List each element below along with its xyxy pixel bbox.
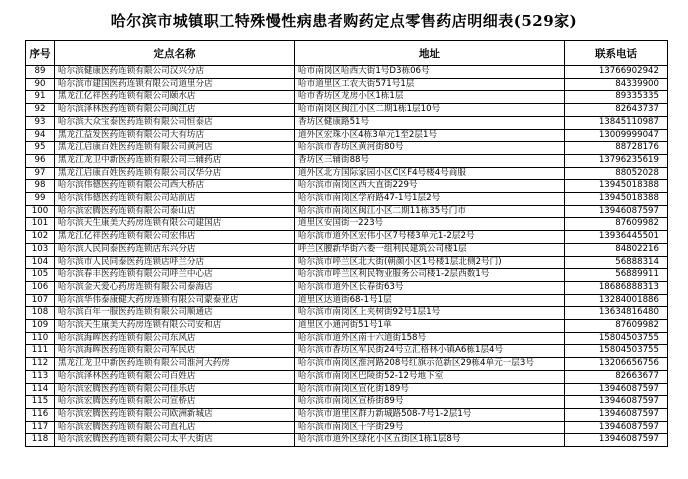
cell-phone: 15804503755 — [565, 345, 668, 358]
cell-name: 哈尔滨华伟泰康健大药房连锁有限公司蒙泰亚店 — [55, 294, 295, 307]
cell-name: 哈尔滨百年一服医药连锁有限公司顺通店 — [55, 307, 295, 320]
cell-address: 哈尔滨市道里区群力新城路508-7号1-2层1号 — [295, 408, 565, 421]
table-row — [26, 231, 668, 244]
cell-no: 100 — [26, 205, 55, 218]
table-row — [26, 193, 668, 206]
cell-phone: 13845110987 — [565, 116, 668, 129]
table-row — [26, 281, 668, 294]
cell-no: 114 — [26, 383, 55, 396]
cell-no: 104 — [26, 256, 55, 269]
cell-address: 哈尔滨市道外区绿化小区五街区1栋1层8号 — [295, 434, 565, 447]
cell-phone: 13936445501 — [565, 231, 668, 244]
cell-name: 哈尔滨伟德医药连锁有限公司站前店 — [55, 193, 295, 206]
cell-phone: 13946087597 — [565, 396, 668, 409]
table-row — [26, 320, 668, 333]
cell-no: 103 — [26, 243, 55, 256]
table-row — [26, 256, 668, 269]
table-row — [26, 243, 668, 256]
table-row — [26, 78, 668, 91]
cell-name: 哈尔滨春丰医药连锁有限公司呼兰中心店 — [55, 269, 295, 282]
header-phone: 联系电话 — [565, 41, 668, 66]
table-row — [26, 383, 668, 396]
pharmacy-table — [25, 40, 668, 447]
cell-address: 哈尔滨市南岗区宣化街189号 — [295, 383, 565, 396]
cell-no: 110 — [26, 332, 55, 345]
cell-phone: 13284001886 — [565, 294, 668, 307]
cell-address: 香坊区三辅街88号 — [295, 154, 565, 167]
cell-address: 哈尔滨市香坊区军民街24号立汇格林小镇A6栋1层4号 — [295, 345, 565, 358]
cell-phone: 13945018388 — [565, 180, 668, 193]
header-name: 定点名称 — [55, 41, 295, 66]
cell-address: 哈尔滨市南岗区宣桥街89号 — [295, 396, 565, 409]
cell-no: 118 — [26, 434, 55, 447]
cell-phone: 56889911 — [565, 269, 668, 282]
cell-name: 黑龙江亿祥医药连锁有限公司颐水店 — [55, 91, 295, 104]
table-row — [26, 129, 668, 142]
cell-phone: 13945018388 — [565, 193, 668, 206]
table-row — [26, 421, 668, 434]
cell-address: 哈尔滨市南岗区巴陵街52-12号地下室 — [295, 370, 565, 383]
cell-no: 96 — [26, 154, 55, 167]
cell-name: 哈尔滨健康医药连锁有限公司汉兴分店 — [55, 66, 295, 79]
cell-address: 道里区达道街68-1号1层 — [295, 294, 565, 307]
page-title: 哈尔滨市城镇职工特殊慢性病患者购药定点零售药店明细表(529家) — [110, 12, 578, 30]
cell-name: 哈尔滨大众宝泰医药连锁有限公司恒泰店 — [55, 116, 295, 129]
table-row — [26, 142, 668, 155]
cell-address: 哈尔滨市南岗区上夹树街92号1层1号 — [295, 307, 565, 320]
cell-address: 哈尔滨市南岗区闽江小区二期11栋35号门市 — [295, 205, 565, 218]
cell-address: 哈市香坊区龙房小区1栋1层 — [295, 91, 565, 104]
cell-phone: 13946087597 — [565, 408, 668, 421]
cell-no: 101 — [26, 218, 55, 231]
cell-address: 哈尔滨市道外区宏伟小区7号楼3单元1-2层2号 — [295, 231, 565, 244]
table-row — [26, 269, 668, 282]
cell-name: 哈尔滨伟德医药连锁有限公司西大桥店 — [55, 180, 295, 193]
cell-phone: 87609982 — [565, 218, 668, 231]
cell-phone: 84802216 — [565, 243, 668, 256]
cell-address: 道外区北方国际家园小区C区F4号楼4号商服 — [295, 167, 565, 180]
cell-name: 哈尔滨海晖医药连锁有限公司军民店 — [55, 345, 295, 358]
cell-no: 116 — [26, 408, 55, 421]
cell-no: 115 — [26, 396, 55, 409]
cell-no: 93 — [26, 116, 55, 129]
header-no: 序号 — [26, 41, 55, 66]
cell-no: 99 — [26, 193, 55, 206]
cell-no: 112 — [26, 358, 55, 371]
cell-name: 哈尔滨市人民同泰医药连锁店呼兰分店 — [55, 256, 295, 269]
cell-address: 哈市南岗区闽江小区二期1栋1层10号 — [295, 104, 565, 117]
cell-no: 105 — [26, 269, 55, 282]
cell-name: 哈尔滨市建国医药连锁有限公司道里分店 — [55, 78, 295, 91]
table-row — [26, 396, 668, 409]
table-body — [26, 66, 668, 447]
cell-phone: 13946087597 — [565, 434, 668, 447]
cell-address: 哈尔滨市呼兰区利民物业服务公司楼1-2层西数1号 — [295, 269, 565, 282]
table-row — [26, 332, 668, 345]
cell-name: 哈尔滨宏腾医药连锁有限公司欧洲新城店 — [55, 408, 295, 421]
cell-no: 107 — [26, 294, 55, 307]
cell-phone: 88728176 — [565, 142, 668, 155]
cell-address: 道外区宏珠小区4栋3单元1至2层1号 — [295, 129, 565, 142]
cell-address: 呼兰区腰新华街六委一组利民建筑公司楼1层 — [295, 243, 565, 256]
cell-address: 哈尔滨市南岗区西大直街229号 — [295, 180, 565, 193]
cell-name: 哈尔滨宏腾医药连锁有限公司太平大街店 — [55, 434, 295, 447]
cell-phone: 13946087597 — [565, 205, 668, 218]
cell-name: 哈尔滨天生康美大药房连锁有限公司安和店 — [55, 320, 295, 333]
cell-address: 哈尔滨市道外区长春街63号 — [295, 281, 565, 294]
cell-phone: 13009999047 — [565, 129, 668, 142]
table-row — [26, 167, 668, 180]
cell-name: 哈尔滨宏腾医药连锁有限公司泰山店 — [55, 205, 295, 218]
cell-address: 哈尔滨市呼兰区北大街(朝颜小区1号楼1层北侧2号门) — [295, 256, 565, 269]
cell-name: 哈尔滨宏腾医药连锁有限公司佳乐店 — [55, 383, 295, 396]
cell-phone: 87609982 — [565, 320, 668, 333]
cell-phone: 89335335 — [565, 91, 668, 104]
cell-phone: 84339900 — [565, 78, 668, 91]
cell-phone: 18686888313 — [565, 281, 668, 294]
cell-no: 109 — [26, 320, 55, 333]
table-row — [26, 434, 668, 447]
cell-no: 111 — [26, 345, 55, 358]
cell-name: 黑龙江启康百姓医药连锁有限公司黄河店 — [55, 142, 295, 155]
table-row — [26, 116, 668, 129]
cell-no: 97 — [26, 167, 55, 180]
cell-address: 哈尔滨市南岗区学府路47-1号1层2号 — [295, 193, 565, 206]
cell-address: 道里区小通河街51号1单 — [295, 320, 565, 333]
cell-name: 哈尔滨宏腾医药连锁有限公司宣桥店 — [55, 396, 295, 409]
cell-no: 90 — [26, 78, 55, 91]
cell-name: 哈尔滨天生康美大药房连锁有限公司建国店 — [55, 218, 295, 231]
header-address: 地址 — [295, 41, 565, 66]
cell-address: 道里区安国街一223号 — [295, 218, 565, 231]
table-row — [26, 370, 668, 383]
cell-no: 106 — [26, 281, 55, 294]
table-row — [26, 408, 668, 421]
cell-phone: 82663677 — [565, 370, 668, 383]
table-row — [26, 358, 668, 371]
table-row — [26, 104, 668, 117]
cell-name: 哈尔滨宏腾医药连锁有限公司直礼店 — [55, 421, 295, 434]
cell-address: 哈市南岗区哈西大街1号D3栋06号 — [295, 66, 565, 79]
cell-phone: 15804503755 — [565, 332, 668, 345]
cell-name: 哈尔滨金天爱心药房连锁有限公司泰海店 — [55, 281, 295, 294]
cell-phone: 82643737 — [565, 104, 668, 117]
cell-no: 113 — [26, 370, 55, 383]
cell-name: 哈尔滨泽林医药连锁有限公司百姓店 — [55, 370, 295, 383]
cell-no: 117 — [26, 421, 55, 434]
table-row — [26, 218, 668, 231]
table-row — [26, 180, 668, 193]
cell-phone: 56888314 — [565, 256, 668, 269]
table-row — [26, 91, 668, 104]
cell-no: 91 — [26, 91, 55, 104]
cell-address: 哈尔滨市南岗区十字街29号 — [295, 421, 565, 434]
cell-no: 92 — [26, 104, 55, 117]
cell-no: 94 — [26, 129, 55, 142]
cell-name: 黑龙江启康百姓医药连锁有限公司汉华分店 — [55, 167, 295, 180]
cell-name: 哈尔滨人民同泰医药连锁店东兴分店 — [55, 243, 295, 256]
table-row — [26, 345, 668, 358]
cell-no: 89 — [26, 66, 55, 79]
cell-no: 102 — [26, 231, 55, 244]
cell-name: 黑龙江益发医药连锁有限公司大有坊店 — [55, 129, 295, 142]
cell-address: 哈尔滨市香坊区黄河街80号 — [295, 142, 565, 155]
cell-phone: 13946087597 — [565, 383, 668, 396]
cell-address: 哈尔滨市南岗区淮河路208号红旗示范新区29栋4单元一层3号 — [295, 358, 565, 371]
cell-name: 黑龙江龙卫中新医药连锁有限公司淮河大药房 — [55, 358, 295, 371]
table-row — [26, 154, 668, 167]
cell-phone: 13206656756 — [565, 358, 668, 371]
cell-no: 98 — [26, 180, 55, 193]
cell-no: 108 — [26, 307, 55, 320]
cell-name: 黑龙江亿祥医药连锁有限公司宏伟店 — [55, 231, 295, 244]
table-header-row — [26, 41, 668, 66]
cell-phone: 88052028 — [565, 167, 668, 180]
table-row — [26, 205, 668, 218]
cell-phone: 13796235619 — [565, 154, 668, 167]
table-row — [26, 294, 668, 307]
cell-name: 黑龙江龙卫中新医药连锁有限公司三辅药店 — [55, 154, 295, 167]
cell-phone: 13946087597 — [565, 421, 668, 434]
cell-address: 哈市道里区工农大街571号1层 — [295, 78, 565, 91]
cell-address: 香坊区健康路51号 — [295, 116, 565, 129]
cell-no: 95 — [26, 142, 55, 155]
table-row — [26, 66, 668, 79]
cell-phone: 13766902942 — [565, 66, 668, 79]
cell-name: 哈尔滨海晖医药连锁有限公司东风店 — [55, 332, 295, 345]
table-row — [26, 307, 668, 320]
cell-address: 哈尔滨市道外区南十六道街158号 — [295, 332, 565, 345]
cell-name: 哈尔滨泽林医药连锁有限公司闽江店 — [55, 104, 295, 117]
cell-phone: 13634816480 — [565, 307, 668, 320]
